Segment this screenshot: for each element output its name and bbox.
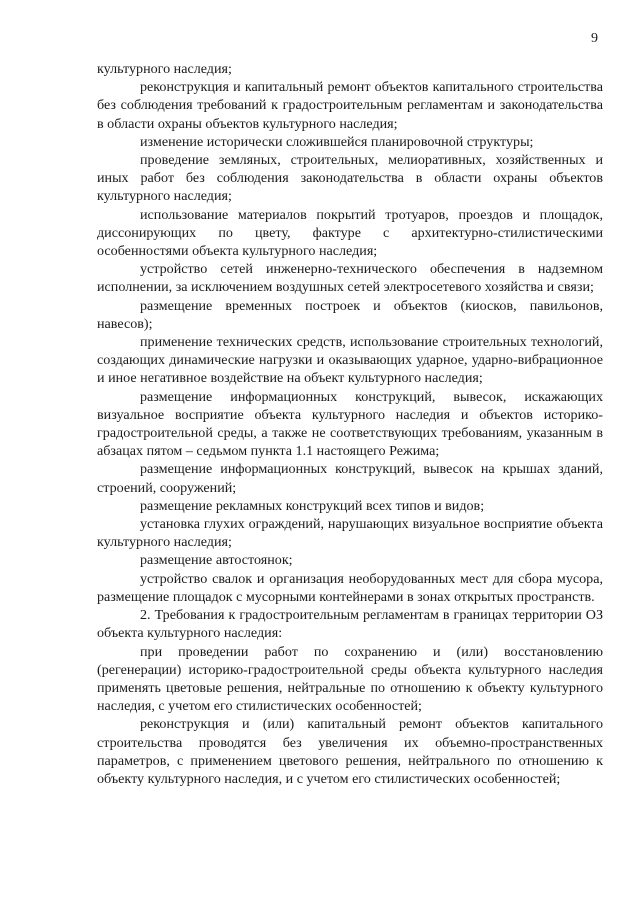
paragraph-6: устройство сетей инженерно-технического обеспечения в надземном исполнении, за исключением воздушных сетей электросетевого хозяйства и связи; [97, 261, 603, 296]
paragraph-1: культурного наследия; [97, 61, 232, 77]
paragraph-14: устройство свалок и организация необорудованных мест для сбора мусора, размещение площадок с мусорными контейнерами в зонах открытых пространств. [97, 570, 603, 605]
paragraph-4: проведение земляных, строительных, мелиоративных, хозяйственных и иных работ без соблюдения законодательства в области охраны объектов культурного наследия; [97, 152, 603, 205]
section-heading-2: 2. Требования к градостроительным регламентам в границах территории ОЗ объекта культурного наследия: [97, 607, 603, 642]
paragraph-10: размещение информационных конструкций, вывесок на крышах зданий, строений, сооружений; [97, 461, 603, 496]
paragraph-3: изменение исторически сложившейся планировочной структуры; [140, 133, 534, 150]
paragraph-16: при проведении работ по сохранению и (или) восстановлению (регенерации) историко-градостроительной среды объекта культурного наследия применять цветовые решения, нейтральные по отношению к объекту культурного наследия, с учетом его стилистических особенностей; [97, 643, 603, 715]
document-body [97, 60, 603, 788]
paragraph-5: использование материалов покрытий тротуаров, проездов и площадок, диссонирующих по цвету, фактуре с архитектурно-стилистическими особенностями объекта культурного наследия; [97, 206, 603, 260]
paragraph-11: размещение рекламных конструкций всех типов и видов; [140, 497, 485, 514]
paragraph-9: размещение информационных конструкций, вывесок, искажающих визуальное восприятие объекта культурного наследия и объектов историко-градостроительной среды, а также не соответствующих требованиям, указанным в абзацах пятом – седьмом пункта 1.1 настоящего Режима; [97, 388, 603, 460]
paragraph-13: размещение автостоянок; [140, 552, 293, 569]
paragraph-2: реконструкция и капитальный ремонт объектов капитального строительства без соблюдения требований к градостроительным регламентам и законодательства в области охраны объектов культурного наследия; [97, 79, 603, 132]
page-number: 9 [591, 31, 598, 46]
paragraph-17: реконструкция и (или) капитальный ремонт объектов капитального строительства проводятся без увеличения их объемно-пространственных параметров, с применением цветового решения, нейтрального по отношению к объекту культурного наследия, и с учетом его стилистических особенностей; [97, 716, 603, 787]
paragraph-7: размещение временных построек и объектов (киосков, павильонов, навесов); [97, 297, 603, 332]
paragraph-12: установка глухих ограждений, нарушающих визуальное восприятие объекта культурного наследия; [97, 516, 603, 551]
paragraph-8: применение технических средств, использование строительных технологий, создающих динамические нагрузки и оказывающих ударное, ударно-вибрационное и иное негативное воздействие на объект культурного наследия; [97, 334, 603, 387]
